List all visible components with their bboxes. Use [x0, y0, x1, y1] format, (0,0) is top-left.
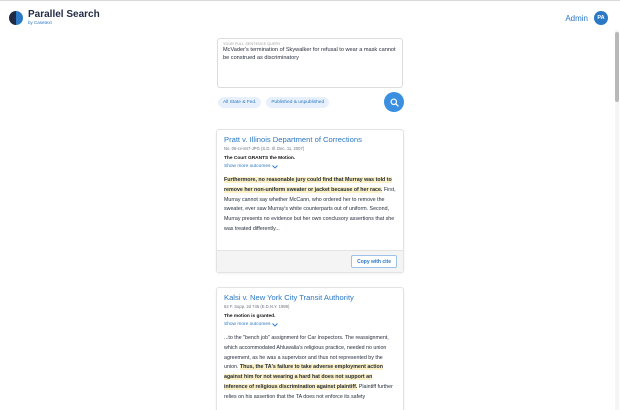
app-logo[interactable] — [9, 10, 100, 26]
show-more-label: Show more outcomes — [224, 322, 271, 327]
search-button[interactable] — [384, 92, 404, 112]
copy-with-cite-button[interactable]: Copy with cite — [351, 255, 397, 268]
case-title-link[interactable]: Pratt v. Illinois Department of Corrections — [224, 135, 362, 144]
query-text[interactable]: McVader's termination of Skywalker for refusal to wear a mask cannot be construed as discriminatory — [223, 47, 396, 61]
card-footer — [217, 250, 403, 272]
avatar[interactable]: PA — [594, 11, 608, 25]
case-excerpt — [224, 176, 396, 235]
publication-filter[interactable]: Published & unpublished — [266, 97, 329, 108]
query-input[interactable] — [217, 38, 403, 88]
highlighted-passage: Furthermore, no reasonable jury could find that Murray was told to remove her non-uniform sweater or jacket because of her race. — [224, 177, 392, 193]
logo-icon — [9, 11, 23, 25]
excerpt-text: Plaintiff further relies on his assertion that the TA does not enforce its safety — [224, 383, 393, 400]
top-bar — [0, 0, 620, 34]
case-holding: The Court GRANTS the Motion. — [224, 156, 296, 161]
admin-link[interactable]: Admin — [565, 13, 588, 23]
result-card — [216, 129, 404, 273]
show-more-label: Show more outcomes — [224, 164, 271, 169]
show-more-outcomes[interactable] — [224, 322, 396, 327]
case-title-link[interactable]: Kalsi v. New York City Transit Authority — [224, 293, 354, 302]
chevron-down-icon — [272, 323, 278, 327]
case-citation: 62 F. Supp. 2d 745 (E.D.N.Y. 1998) — [224, 304, 290, 309]
user-menu — [565, 11, 608, 25]
highlighted-passage: Thus, the TA's failure to take adverse employment action against him for not wearing a hard hat does not support an inference of religious discrimination against plaintiff. — [224, 364, 383, 390]
case-citation: No. 06-cv-847-JPG (S.D. Ill. Dec. 11, 2007) — [224, 146, 305, 151]
case-excerpt — [224, 334, 396, 403]
result-card — [216, 287, 404, 410]
app-title: Parallel Search — [28, 9, 100, 20]
search-icon — [390, 98, 399, 107]
page-scrollbar[interactable] — [615, 30, 619, 410]
excerpt-text: First, Murray cannot say whether McCann, who ordered her to remove the sweater, ever saw Murray's white counterparts out of uniform. Second, Murray presents no evidence but her own conclusory assertions that she was treated differently... — [224, 186, 396, 232]
jurisdiction-filter[interactable]: All State & Fed. — [218, 97, 261, 108]
query-label: YOUR FULL SENTENCE QUERY — [223, 42, 281, 46]
show-more-outcomes[interactable] — [224, 164, 396, 169]
chevron-down-icon — [272, 165, 278, 169]
case-holding: The motion is granted. — [224, 314, 276, 319]
filter-bar — [218, 97, 334, 108]
scrollbar-thumb[interactable] — [615, 32, 619, 102]
excerpt-text: ...to the "bench job" assignment for Car Inspectors. The reassignment, which accommodated Ahluwalia's religious practice, needed no union agreement, as he was a supervisor and thus not represented by the union. — [224, 335, 389, 371]
app-subtitle: by Casetext — [28, 20, 52, 25]
